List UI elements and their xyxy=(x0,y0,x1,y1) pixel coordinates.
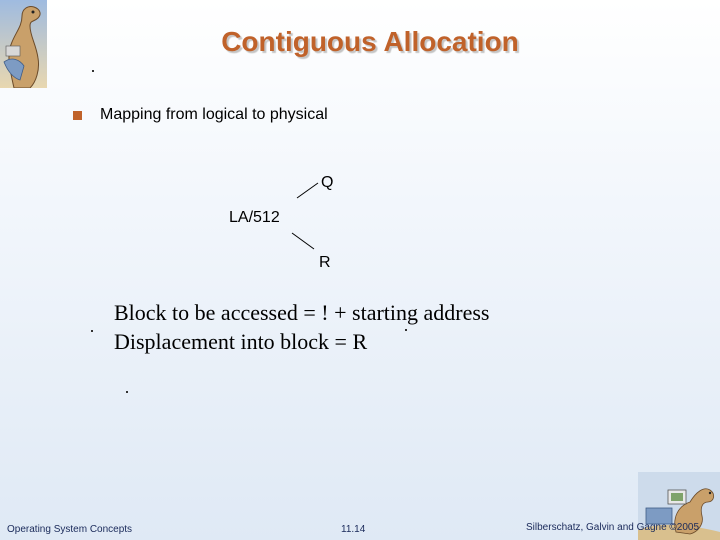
stray-dot xyxy=(91,330,93,332)
quotient-label: Q xyxy=(321,174,334,191)
remainder-connector-line xyxy=(292,233,314,249)
body-line-displacement: Displacement into block = R xyxy=(114,329,368,354)
dividend-label: LA/512 xyxy=(229,209,280,226)
stray-dot xyxy=(126,391,128,393)
body-line-block: Block to be accessed = ! + starting address xyxy=(114,300,490,325)
footer-course-title: Operating System Concepts xyxy=(7,524,133,535)
remainder-label: R xyxy=(319,254,331,271)
stray-dot xyxy=(92,70,94,72)
bullet-text: Mapping from logical to physical xyxy=(100,106,328,123)
stray-dot xyxy=(405,329,407,331)
footer-copyright: Silberschatz, Galvin and Gagne ©2005 xyxy=(526,522,700,533)
quotient-connector-line xyxy=(297,183,318,198)
footer-page-number: 11.14 xyxy=(341,524,366,535)
slide-title: Contiguous Allocation xyxy=(221,26,519,57)
